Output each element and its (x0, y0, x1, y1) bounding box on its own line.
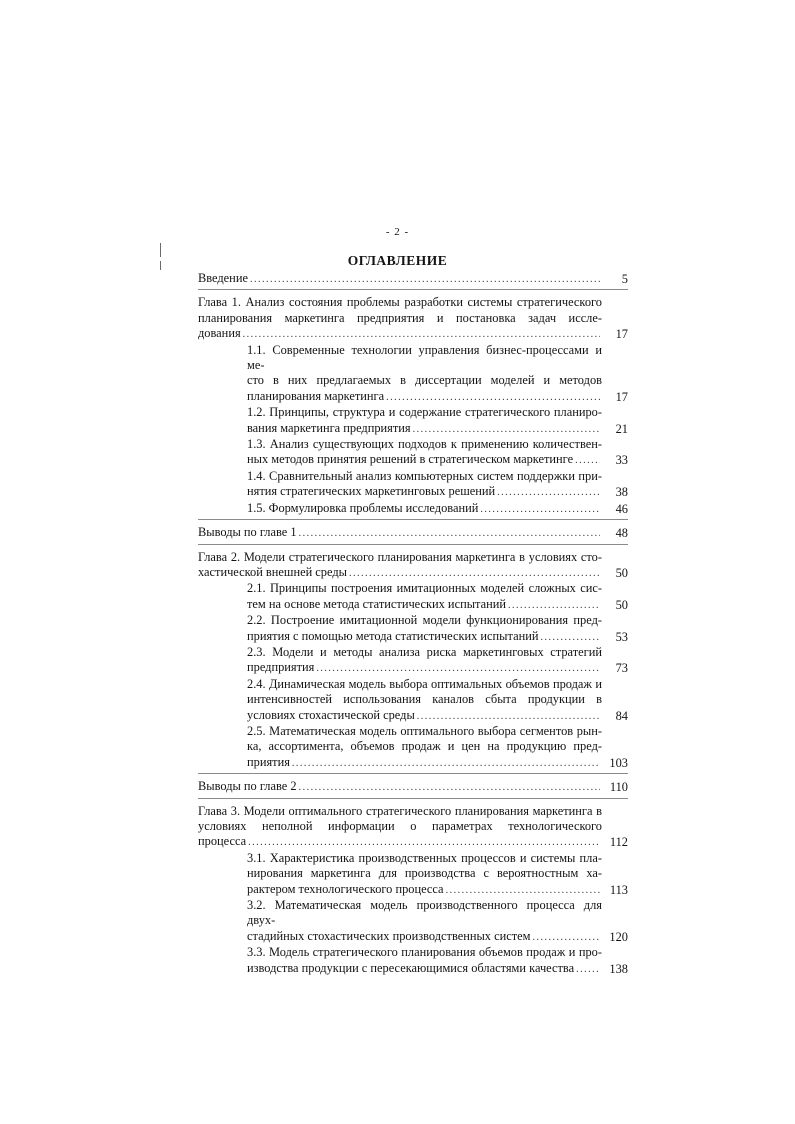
dot-leader (299, 526, 600, 541)
toc-page-number: 33 (615, 453, 628, 468)
toc-subentry (247, 945, 628, 977)
toc-entry-text-line: 2.5. Математическая модель оптимального выбора сегментов рын- (247, 723, 602, 738)
toc-entry-text-line: 1.4. Сравнительный анализ компьютерных систем поддержки при- (247, 468, 602, 483)
toc-page-number: 120 (609, 929, 628, 944)
dot-leader (250, 272, 600, 287)
toc-entry-label: тем на основе метода статистических испытаний (247, 596, 506, 611)
toc-entry-last-line (198, 565, 602, 581)
toc-entry-last-line (247, 452, 602, 468)
toc-entry-label: дования (198, 326, 241, 341)
toc-subentry (247, 851, 628, 898)
dot-leader (508, 598, 600, 613)
dot-leader (446, 883, 600, 898)
toc-entry-last-line (247, 708, 602, 724)
toc-page-number: 113 (609, 882, 628, 897)
toc-subentry (247, 437, 628, 469)
toc-subentry (247, 645, 628, 677)
section-divider (198, 544, 628, 545)
toc-entry-label: вания маркетинга предприятия (247, 420, 411, 435)
toc-entry-text-line: планирования маркетинга предприятия и постановка задач иссле- (198, 310, 602, 325)
toc-page-number: 110 (609, 780, 628, 795)
toc-entry-label: Выводы по главе 1 (198, 525, 297, 540)
toc-page-number: 53 (615, 629, 628, 644)
toc-subentry (247, 898, 628, 945)
toc-entry-text-line: сто в них предлагаемых в диссертации моделей и методов (247, 373, 602, 388)
toc-entry-last-line (198, 779, 602, 795)
toc-page-number: 112 (609, 835, 628, 850)
toc-entry-last-line (198, 271, 602, 287)
dot-leader (533, 930, 601, 945)
toc-entry-label: предприятия (247, 660, 315, 675)
toc-entry-last-line (247, 629, 602, 645)
toc-page-number: 50 (615, 565, 628, 580)
toc-page-number: 138 (609, 961, 628, 976)
toc-entry-text-line: нирования маркетинга для производства с вероятностным ха- (247, 866, 602, 881)
toc-entry-label: процесса (198, 834, 247, 849)
toc-subentry (247, 343, 628, 406)
toc-page-number: 84 (615, 708, 628, 723)
toc-entry (198, 271, 628, 287)
toc-page-number: 48 (615, 526, 628, 541)
dot-leader (480, 502, 600, 517)
toc-subentry (247, 613, 628, 645)
toc-entry-text-line: 3.2. Математическая модель производственного процесса для двух- (247, 898, 602, 928)
toc-entry-last-line (247, 755, 602, 771)
section-divider (198, 773, 628, 774)
toc-subentry (247, 405, 628, 437)
toc-subentry (247, 581, 628, 613)
toc-subentry (247, 469, 628, 501)
toc-entry (198, 525, 628, 541)
toc-page-number: 46 (615, 501, 628, 516)
dot-leader (248, 835, 600, 850)
toc-entry-text-line: условиях неполной информации о параметрах технологического (198, 819, 602, 833)
toc-entry (198, 804, 628, 851)
dot-leader (413, 422, 600, 437)
toc-page-number: 17 (615, 327, 628, 342)
toc-entry-text-line: ка, ассортимента, объемов продаж и цен на продукцию пред- (247, 739, 602, 754)
toc-entry-last-line (247, 484, 602, 500)
page-number: - 2 - (385, 226, 410, 238)
toc-page-number: 73 (615, 661, 628, 676)
toc-entry-last-line (247, 660, 602, 676)
toc-entry-label: хастической внешней среды (198, 564, 347, 579)
toc-entry-text-line: интенсивностей использования каналов сбыта продукции в (247, 692, 602, 707)
toc-entry-last-line (247, 929, 602, 945)
toc-entry (198, 779, 628, 795)
dot-leader (292, 756, 600, 771)
toc-entry-label: нятия стратегических маркетинговых решений (247, 484, 496, 499)
dot-leader (243, 327, 600, 342)
toc-entry-label: приятия (247, 754, 290, 769)
toc-subentry (247, 677, 628, 724)
toc-entry-label: планирования маркетинга (247, 388, 385, 403)
toc-entry-text-line: 2.4. Динамическая модель выбора оптимальных объемов продаж и (247, 676, 602, 691)
toc-entry-text-line: 1.3. Анализ существующих подходов к применению количествен- (247, 437, 602, 452)
section-divider (198, 798, 628, 799)
section-divider (198, 289, 628, 290)
dot-leader (540, 630, 600, 645)
toc-entry-text-line: Глава 2. Модели стратегического планирования маркетинга в условиях сто- (198, 549, 602, 564)
dot-leader (299, 780, 600, 795)
toc-entry-text-line: 2.3. Модели и методы анализа риска маркетинговых стратегий (247, 644, 602, 659)
toc-entry-text-line: 2.1. Принципы построения имитационных моделей сложных сис- (247, 581, 602, 596)
dot-leader (349, 566, 600, 581)
dot-leader (575, 453, 600, 468)
toc-title: ОГЛАВЛЕНИЕ (347, 253, 448, 268)
toc-entry-label: изводства продукции с пересекающимися областями качества (247, 960, 575, 975)
toc-entry-text-line: 1.2. Принципы, структура и содержание стратегического планиро- (247, 405, 602, 420)
dot-leader (497, 485, 600, 500)
toc-entry-last-line (198, 326, 602, 342)
toc-page-number: 21 (615, 421, 628, 436)
section-divider (198, 519, 628, 520)
toc-entry-label: ных методов принятия решений в стратегическом маркетинге (247, 452, 574, 467)
toc-entry-last-line (247, 961, 602, 977)
toc-entry-label: 1.5. Формулировка проблемы исследований (247, 500, 479, 515)
toc-entry-last-line (198, 525, 602, 541)
toc-entry-text-line: 3.1. Характеристика производственных процессов и системы пла- (247, 850, 602, 865)
toc-entry-label: условиях стохастической среды (247, 707, 415, 722)
toc-entry-label: рактером технологического процесса (247, 881, 444, 896)
toc-entry-last-line (247, 501, 602, 517)
toc-entry-label: Выводы по главе 2 (198, 779, 297, 794)
toc-subentry (247, 724, 628, 771)
toc-entry-text-line: Глава 1. Анализ состояния проблемы разработки системы стратегического (198, 295, 602, 310)
dot-leader (316, 661, 600, 676)
toc-entry-last-line (247, 882, 602, 898)
toc-page-number: 50 (615, 597, 628, 612)
toc-page-number: 38 (615, 485, 628, 500)
toc-entry-text-line: 3.3. Модель стратегического планирования объемов продаж и про- (247, 945, 602, 960)
toc-page-number: 5 (621, 272, 628, 286)
toc-entry-last-line (247, 421, 602, 437)
toc-entry-label: приятия с помощью метода статистических испытаний (247, 628, 539, 643)
toc-page-number: 17 (615, 389, 628, 404)
toc-subentry (247, 501, 628, 517)
table-of-contents (198, 271, 628, 977)
toc-entry-last-line (198, 834, 602, 850)
toc-page-number: 103 (609, 755, 628, 770)
toc-entry-text-line: 2.2. Построение имитационной модели функционирования пред- (247, 613, 602, 628)
toc-entry (198, 295, 628, 342)
dot-leader (417, 709, 600, 724)
toc-entry-last-line (247, 389, 602, 405)
toc-entry-text-line: 1.1. Современные технологии управления бизнес-процессами и ме- (247, 342, 602, 373)
toc-entry-label: стадийных стохастических производственных систем (247, 928, 531, 943)
toc-entry-last-line (247, 597, 602, 613)
toc-entry-label: Введение (198, 271, 248, 285)
toc-entry (198, 550, 628, 582)
toc-entry-text-line: Глава 3. Модели оптимального стратегического планирования маркетинга в (198, 803, 602, 818)
dot-leader (576, 962, 600, 977)
dot-leader (386, 390, 600, 405)
